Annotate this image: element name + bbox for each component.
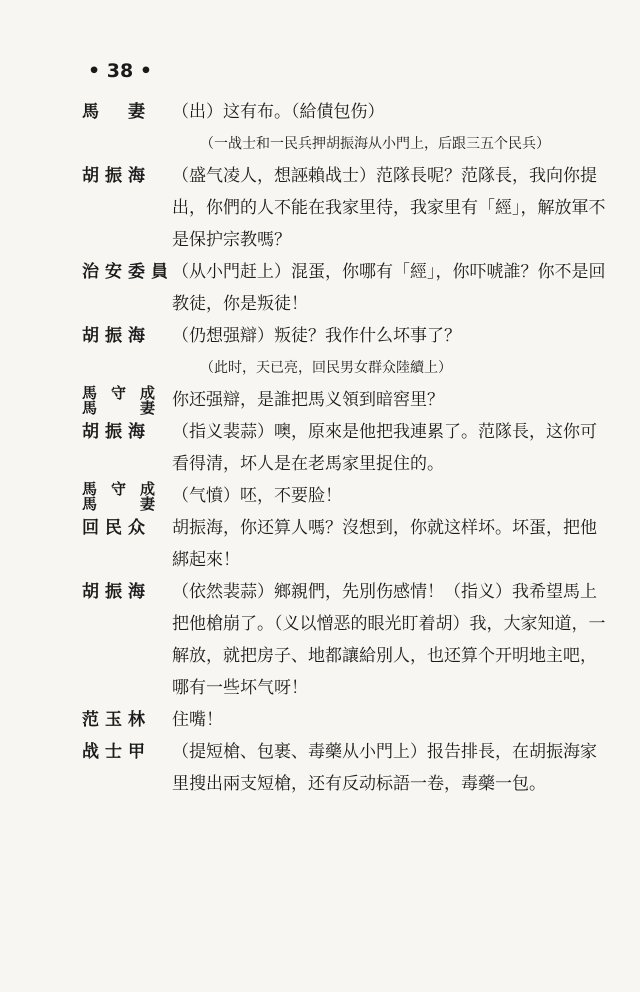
dialogue-text: 住嘴！ [172, 710, 223, 730]
dialogue-entry [82, 96, 612, 128]
dialogue-entry [82, 480, 612, 512]
stage-direction [82, 352, 612, 384]
speaker-name: 胡振海 [82, 326, 151, 346]
stage-direction-text: （一战士和一民兵押胡振海从小門上，后跟三五个民兵） [200, 136, 550, 152]
dialogue-entry [82, 736, 612, 800]
speaker-name: 治安委員 [82, 262, 174, 282]
speaker-name: 回民众 [82, 518, 151, 538]
dialogue-entry [82, 160, 612, 256]
speaker-name: 馬守成 馬 妻 [82, 480, 170, 513]
speaker-name: 胡振海 [82, 422, 151, 442]
dialogue-entry [82, 384, 612, 416]
dialogue-entry [82, 320, 612, 352]
dialogue-text: （提短槍、包裹、毒藥从小門上）报告排長，在胡振海家里搜出兩支短槍，还有反动标語一卷，毒藥一包。 [172, 742, 597, 794]
speaker-name: 胡振海 [82, 582, 151, 602]
dialogue-text: （出）这有布。（給債包伤） [172, 102, 385, 122]
dialogue-entry [82, 576, 612, 704]
stage-direction-text: （此时，天已亮，回民男女群众陸續上） [200, 360, 452, 376]
dialogue-entry [82, 256, 612, 320]
stage-direction [82, 128, 612, 160]
speaker-name: 馬守成 馬 妻 [82, 384, 170, 417]
speaker-name: 馬 妻 [82, 102, 151, 122]
dialogue-text: （从小門赶上）混蛋，你哪有「經」，你吓唬誰？你不是回教徒，你是叛徒！ [172, 262, 606, 314]
page-number: • 38 • [88, 60, 152, 82]
dialogue-text: （指义裴蒜）噢，原來是他把我連累了。范隊長，这你可看得清，坏人是在老馬家里捉住的。 [172, 422, 597, 474]
dialogue-text: 胡振海，你还算人嗎？沒想到，你就这样坏。坏蛋，把他綁起來！ [172, 518, 597, 570]
dialogue-text: 你还强辯，是誰把馬义領到暗窖里？ [172, 390, 444, 410]
script-body [82, 96, 612, 800]
speaker-name: 范玉林 [82, 710, 151, 730]
speaker-name: 胡振海 [82, 166, 151, 186]
dialogue-text: （气憤）呸，不要脸！ [172, 486, 342, 506]
speaker-name: 战士甲 [82, 742, 151, 762]
dialogue-text: （仍想强辯）叛徒？我作什么坏事了？ [172, 326, 461, 346]
dialogue-text: （依然裴蒜）鄉親們，先別伤感情！（指义）我希望馬上把他槍崩了。（义以憎恶的眼光盯着胡）我，大家知道，一解放，就把房子、地都讓給別人，也还算个开明地主吧，哪有一些坏气呀！ [172, 582, 606, 698]
dialogue-entry [82, 416, 612, 480]
dialogue-entry [82, 512, 612, 576]
dialogue-text: （盛气凌人，想誣賴战士）范隊長呢？范隊長，我向你提出，你們的人不能在我家里待，我家里有「經」，解放軍不是保护宗教嗎？ [172, 166, 606, 250]
dialogue-entry [82, 704, 612, 736]
